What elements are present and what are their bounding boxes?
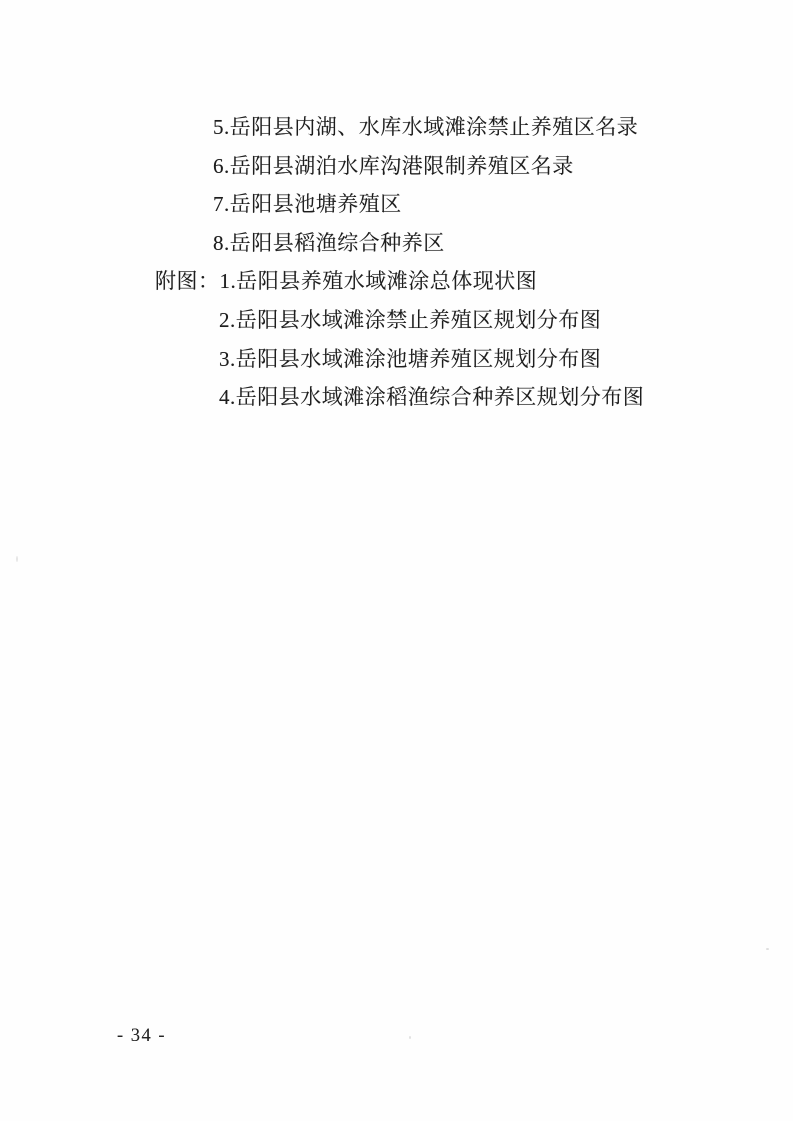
document-body [0, 108, 793, 417]
appendix-item-7: 7.岳阳县池塘养殖区 [213, 192, 402, 217]
scan-speck [16, 556, 18, 562]
figure-item-2: 2.岳阳县水域滩涂禁止养殖区规划分布图 [219, 307, 602, 332]
figures-row [0, 262, 793, 301]
appendix-item-8: 8.岳阳县稻渔综合种养区 [213, 230, 445, 255]
figures-label: 附图： [155, 269, 220, 294]
figure-item-1: 1.岳阳县养殖水域滩涂总体现状图 [219, 269, 538, 294]
appendix-item-6: 6.岳阳县湖泊水库沟港限制养殖区名录 [213, 153, 574, 178]
page-number: - 34 - [117, 1026, 167, 1046]
figure-item-4: 4.岳阳县水域滩涂稻渔综合种养区规划分布图 [219, 385, 645, 410]
figure-item-3: 3.岳阳县水域滩涂池塘养殖区规划分布图 [219, 346, 602, 371]
appendix-item-5: 5.岳阳县内湖、水库水域滩涂禁止养殖区名录 [213, 115, 639, 139]
scan-speck [766, 948, 769, 950]
scan-speck [409, 1036, 411, 1039]
